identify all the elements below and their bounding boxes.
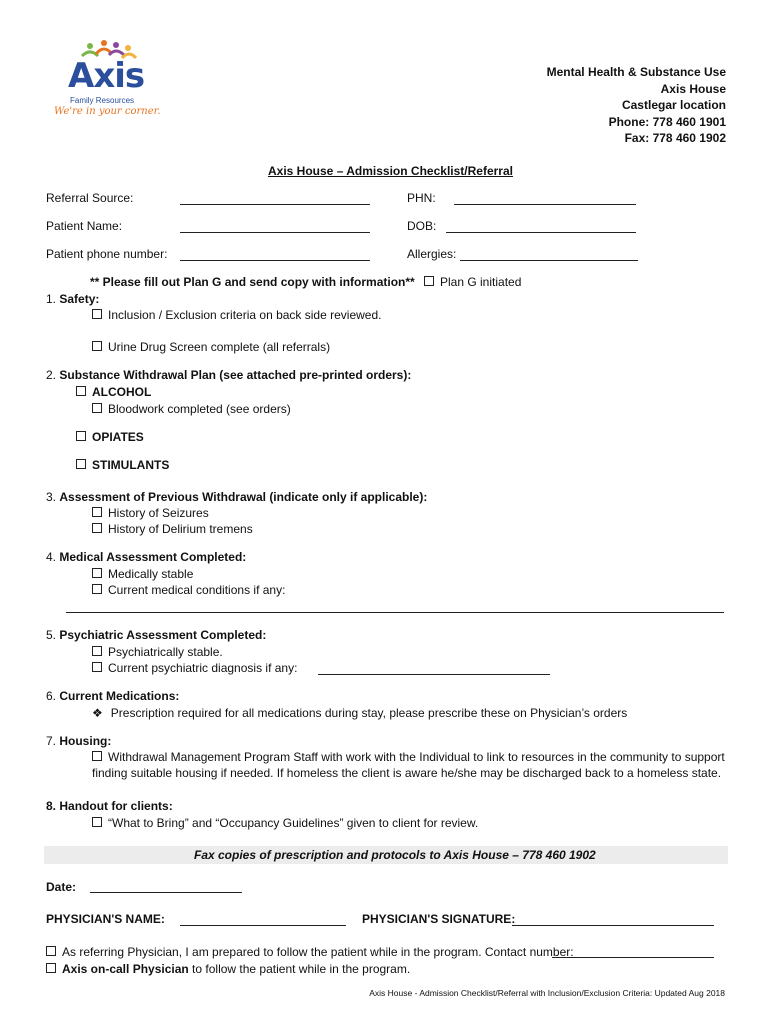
checkbox-label: Medically stable xyxy=(108,567,194,581)
contact-number-field[interactable] xyxy=(552,957,714,958)
section-title: Handout for clients: xyxy=(59,799,173,813)
stimulants-checkbox[interactable] xyxy=(76,458,169,472)
checkbox-icon xyxy=(92,751,102,761)
plan-g-initiated-checkbox[interactable] xyxy=(424,275,521,289)
checkbox-label: Withdrawal Management Program Staff with work with the Individual to link to resources in the community to support xyxy=(108,750,725,764)
referral-source-field[interactable] xyxy=(180,204,370,205)
date-field[interactable] xyxy=(90,892,242,893)
medical-conditions-field[interactable] xyxy=(66,612,724,613)
psychiatric-diagnosis-checkbox[interactable] xyxy=(92,661,297,675)
checkbox-icon xyxy=(424,276,434,286)
checkbox-icon xyxy=(76,459,86,469)
dob-field[interactable] xyxy=(446,232,636,233)
checkbox-icon xyxy=(76,431,86,441)
checkbox-label: OPIATES xyxy=(92,430,144,444)
plan-g-initiated-label: Plan G initiated xyxy=(440,275,522,289)
header-line-5: Fax: 778 460 1902 xyxy=(624,131,726,145)
plan-g-instruction: ** Please fill out Plan G and send copy with information** xyxy=(90,275,415,289)
section-title: Substance Withdrawal Plan (see attached pre-printed orders): xyxy=(59,368,412,382)
housing-text-cont: finding suitable housing if needed. If homeless the client is aware he/she may be discharged back to a homeless state. xyxy=(92,766,722,780)
urine-drug-screen-checkbox[interactable] xyxy=(92,340,330,354)
on-call-label-rest: to follow the patient while in the program. xyxy=(188,962,411,976)
logo-subtitle: Family Resources xyxy=(70,96,135,105)
referring-physician-checkbox[interactable] xyxy=(46,945,574,959)
checkbox-icon xyxy=(92,507,102,517)
patient-name-field[interactable] xyxy=(180,232,370,233)
section-title: Housing: xyxy=(59,734,112,748)
seizures-checkbox[interactable] xyxy=(92,506,209,520)
inclusion-exclusion-checkbox[interactable] xyxy=(92,308,381,322)
checkbox-label: STIMULANTS xyxy=(92,458,170,472)
on-call-label-bold: Axis on-call Physician xyxy=(62,962,189,976)
checkbox-label: Bloodwork completed (see orders) xyxy=(108,402,291,416)
section-number: 3. xyxy=(46,490,57,504)
patient-name-label: Patient Name: xyxy=(46,219,123,233)
delirium-checkbox[interactable] xyxy=(92,522,253,536)
checkbox-label: “What to Bring” and “Occupancy Guidelines” given to client for review. xyxy=(108,816,479,830)
header-line-4: Phone: 778 460 1901 xyxy=(608,114,726,129)
physician-signature-label: PHYSICIAN'S SIGNATURE: xyxy=(362,912,516,926)
dob-label: DOB: xyxy=(407,219,437,233)
checkbox-label: Urine Drug Screen complete (all referrals) xyxy=(108,340,331,354)
section-1-heading xyxy=(46,292,99,306)
checkbox-icon xyxy=(46,946,56,956)
section-number: 5. xyxy=(46,628,57,642)
checkbox-label: History of Delirium tremens xyxy=(108,522,253,536)
checkbox-label: As referring Physician, I am prepared to follow the patient while in the program. Contact number: xyxy=(62,945,574,959)
phn-label: PHN: xyxy=(407,191,436,205)
physician-name-field[interactable] xyxy=(180,925,346,926)
checkbox-icon xyxy=(92,568,102,578)
checkbox-icon xyxy=(92,309,102,319)
section-number: 7. xyxy=(46,734,57,748)
logo-tagline: We're in your corner. xyxy=(54,106,161,117)
axis-logo xyxy=(52,38,162,124)
page-title: Axis House – Admission Checklist/Referral xyxy=(268,164,513,178)
handout-checkbox[interactable] xyxy=(92,816,478,830)
section-title: Psychiatric Assessment Completed: xyxy=(59,628,267,642)
section-8-heading xyxy=(46,799,173,813)
on-call-physician-checkbox[interactable] xyxy=(46,962,410,976)
section-3-heading xyxy=(46,490,427,504)
header-line-3: Castlegar location xyxy=(621,98,726,112)
section-number: 1. xyxy=(46,292,57,306)
checkbox-icon xyxy=(92,817,102,827)
medically-stable-checkbox[interactable] xyxy=(92,567,193,581)
header-line-1: Mental Health & Substance Use xyxy=(546,65,726,79)
allergies-label: Allergies: xyxy=(407,247,457,261)
checkbox-icon xyxy=(76,386,86,396)
checkbox-icon xyxy=(92,662,102,672)
diamond-bullet-icon: ❖ xyxy=(92,706,103,720)
checkbox-label: Inclusion / Exclusion criteria on back side reviewed. xyxy=(108,308,382,322)
checkbox-icon xyxy=(92,341,102,351)
alcohol-checkbox[interactable] xyxy=(76,385,151,399)
physician-name-label: PHYSICIAN'S NAME: xyxy=(46,912,165,926)
checkbox-label: Psychiatrically stable. xyxy=(108,645,223,659)
checkbox-icon xyxy=(92,403,102,413)
section-title: Assessment of Previous Withdrawal (indicate only if applicable): xyxy=(59,490,428,504)
logo-brand: Axis xyxy=(68,56,145,96)
section-number: 2. xyxy=(46,368,57,382)
allergies-field[interactable] xyxy=(460,260,638,261)
bloodwork-checkbox[interactable] xyxy=(92,402,291,416)
patient-phone-field[interactable] xyxy=(180,260,370,261)
checkbox-label: History of Seizures xyxy=(108,506,209,520)
checkbox-icon xyxy=(46,963,56,973)
footer-text: Axis House - Admission Checklist/Referral with Inclusion/Exclusion Criteria: Updated Aug 2018 xyxy=(369,988,725,998)
section-5-heading xyxy=(46,628,266,642)
physician-signature-field[interactable] xyxy=(512,925,714,926)
psychiatric-diagnosis-field[interactable] xyxy=(318,674,550,675)
medical-conditions-checkbox[interactable] xyxy=(92,583,285,597)
checkbox-label: Current medical conditions if any: xyxy=(108,583,286,597)
checkbox-icon xyxy=(92,523,102,533)
housing-checkbox[interactable] xyxy=(92,750,725,764)
header-block xyxy=(547,64,726,147)
section-2-heading xyxy=(46,368,411,382)
checkbox-label: ALCOHOL xyxy=(92,385,152,399)
section-7-heading xyxy=(46,734,111,748)
psychiatrically-stable-checkbox[interactable] xyxy=(92,645,223,659)
date-label: Date: xyxy=(46,880,77,894)
section-title: Safety: xyxy=(59,292,100,306)
checkbox-label: Current psychiatric diagnosis if any: xyxy=(108,661,298,675)
patient-phone-label: Patient phone number: xyxy=(46,247,168,261)
prescription-note-text: Prescription required for all medications during stay, please prescribe these on Physician’s orders xyxy=(110,706,628,720)
header-line-2: Axis House xyxy=(660,81,726,96)
referral-source-label: Referral Source: xyxy=(46,191,134,205)
checkbox-icon xyxy=(92,584,102,594)
section-number: 8. xyxy=(46,799,57,813)
checkbox-icon xyxy=(92,646,102,656)
section-number: 6. xyxy=(46,689,57,703)
section-4-heading xyxy=(46,550,246,564)
opiates-checkbox[interactable] xyxy=(76,430,144,444)
section-number: 4. xyxy=(46,550,57,564)
fax-banner-text: Fax copies of prescription and protocols to Axis House – 778 460 1902 xyxy=(194,848,596,862)
phn-field[interactable] xyxy=(454,204,636,205)
section-title: Medical Assessment Completed: xyxy=(59,550,247,564)
section-title: Current Medications: xyxy=(59,689,180,703)
section-6-heading xyxy=(46,689,179,703)
prescription-note xyxy=(92,706,627,720)
